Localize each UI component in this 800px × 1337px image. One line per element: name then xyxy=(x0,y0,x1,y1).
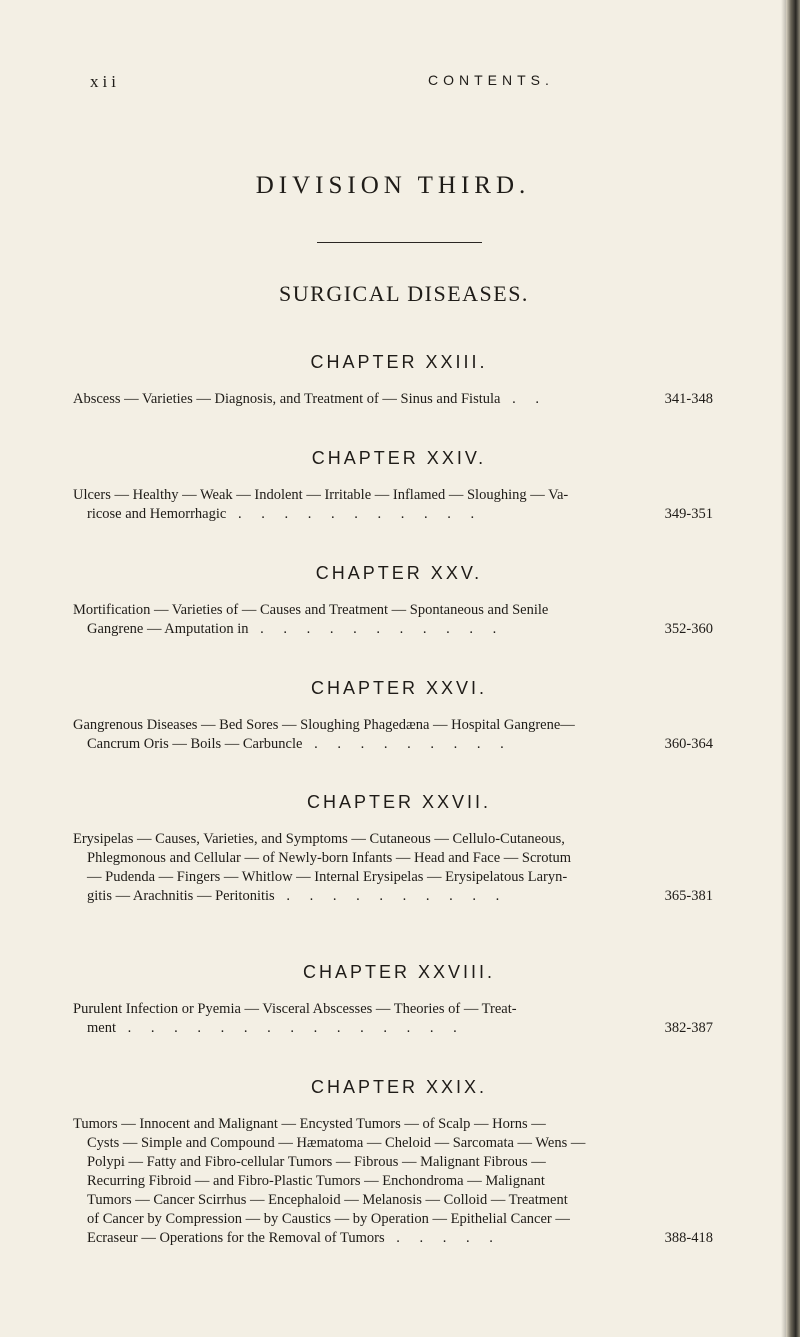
section-rule xyxy=(317,242,482,243)
chapter-contents xyxy=(73,390,713,409)
contents-line: Polypi — Fatty and Fibro-cellular Tumors — Fibrous — Malignant Fibrous — xyxy=(87,1154,546,1170)
chapter-title: CHAPTER XXVIII. xyxy=(302,962,496,982)
page-range: 341-348 xyxy=(659,390,713,409)
chapter-xxvii xyxy=(73,792,713,906)
contents-line: Gangrene — Amputation in . . . . . . . . . . . xyxy=(87,621,505,637)
chapter-title: CHAPTER XXVII. xyxy=(306,792,492,812)
chapter-xxviii xyxy=(73,962,713,1038)
contents-line: Ecraseur — Operations for the Removal of Tumors . . . . . xyxy=(87,1230,501,1246)
dot-leader: . . xyxy=(500,391,547,407)
running-head xyxy=(90,72,700,96)
chapter-xxiii xyxy=(73,352,713,409)
page-range: 349-351 xyxy=(659,505,713,524)
contents-line: gitis — Arachnitis — Peritonitis . . . . . . . . . . xyxy=(87,888,508,904)
contents-line: Phlegmonous and Cellular — of Newly-born Infants — Head and Face — Scrotum xyxy=(87,850,572,866)
contents-line: ricose and Hemorrhagic . . . . . . . . . . . xyxy=(87,506,483,522)
dot-leader: . . . . . . . . . xyxy=(302,736,512,752)
running-head-title: CONTENTS. xyxy=(428,72,554,88)
dot-leader: . . . . . xyxy=(384,1230,501,1246)
part-title: SURGICAL DISEASES. xyxy=(279,281,529,306)
gutter-shadow xyxy=(781,0,786,1337)
chapter-title: CHAPTER XXIX. xyxy=(310,1077,488,1097)
contents-line: of Cancer by Compression — by Caustics — by Operation — Epithelial Cancer — xyxy=(87,1211,570,1227)
chapter-title: CHAPTER XXVI. xyxy=(310,678,488,698)
chapter-contents xyxy=(73,1115,713,1248)
dot-leader: . . . . . . . . . . . . . . . xyxy=(116,1020,465,1036)
chapter-contents xyxy=(73,601,713,639)
page-range: 365-381 xyxy=(659,887,713,906)
contents-line: Tumors — Innocent and Malignant — Encysted Tumors — of Scalp — Horns — xyxy=(73,1116,546,1132)
chapter-title: CHAPTER XXIII. xyxy=(310,352,488,372)
contents-line: Recurring Fibroid — and Fibro-Plastic Tumors — Enchondroma — Malignant xyxy=(87,1173,545,1189)
chapter-title: CHAPTER XXV. xyxy=(315,563,483,583)
chapter-contents xyxy=(73,486,713,524)
page-number: xii xyxy=(90,72,120,91)
dot-leader: . . . . . . . . . . . xyxy=(226,506,483,522)
chapter-xxiv xyxy=(73,448,713,524)
page-range: 388-418 xyxy=(659,1229,713,1248)
contents-line: ment . . . . . . . . . . . . . . . xyxy=(87,1020,465,1036)
contents-line: Ulcers — Healthy — Weak — Indolent — Irritable — Inflamed — Sloughing — Va- xyxy=(73,487,569,503)
contents-line: Tumors — Cancer Scirrhus — Encephaloid — Melanosis — Colloid — Treatment xyxy=(87,1192,568,1208)
book-binding-shadow xyxy=(786,0,800,1337)
page-range: 352-360 xyxy=(659,620,713,639)
contents-line: — Pudenda — Fingers — Whitlow — Internal Erysipelas — Erysipelatous Laryn- xyxy=(87,869,568,885)
contents-line: Purulent Infection or Pyemia — Visceral Abscesses — Theories of — Treat- xyxy=(73,1001,517,1017)
contents-line: Mortification — Varieties of — Causes and Treatment — Spontaneous and Senile xyxy=(73,602,549,618)
chapter-xxix xyxy=(73,1077,713,1248)
contents-line: Gangrenous Diseases — Bed Sores — Sloughing Phagedæna — Hospital Gangrene— xyxy=(73,717,575,733)
chapter-xxv xyxy=(73,563,713,639)
dot-leader: . . . . . . . . . . xyxy=(274,888,508,904)
page-range: 382-387 xyxy=(659,1019,713,1038)
dot-leader: . . . . . . . . . . . xyxy=(248,621,505,637)
page-range: 360-364 xyxy=(659,735,713,754)
chapter-contents xyxy=(73,830,713,906)
contents-line: Erysipelas — Causes, Varieties, and Symptoms — Cutaneous — Cellulo-Cutaneous, xyxy=(73,831,565,847)
chapter-xxvi xyxy=(73,678,713,754)
chapter-contents xyxy=(73,716,713,754)
chapter-title: CHAPTER XXIV. xyxy=(311,448,487,468)
division-heading: DIVISION THIRD. xyxy=(255,172,531,199)
contents-line: Abscess — Varieties — Diagnosis, and Treatment of — Sinus and Fistula . . xyxy=(73,391,547,407)
contents-line: Cancrum Oris — Boils — Carbuncle . . . . . . . . . xyxy=(87,736,512,752)
chapter-contents xyxy=(73,1000,713,1038)
contents-line: Cysts — Simple and Compound — Hæmatoma — Cheloid — Sarcomata — Wens — xyxy=(87,1135,586,1151)
